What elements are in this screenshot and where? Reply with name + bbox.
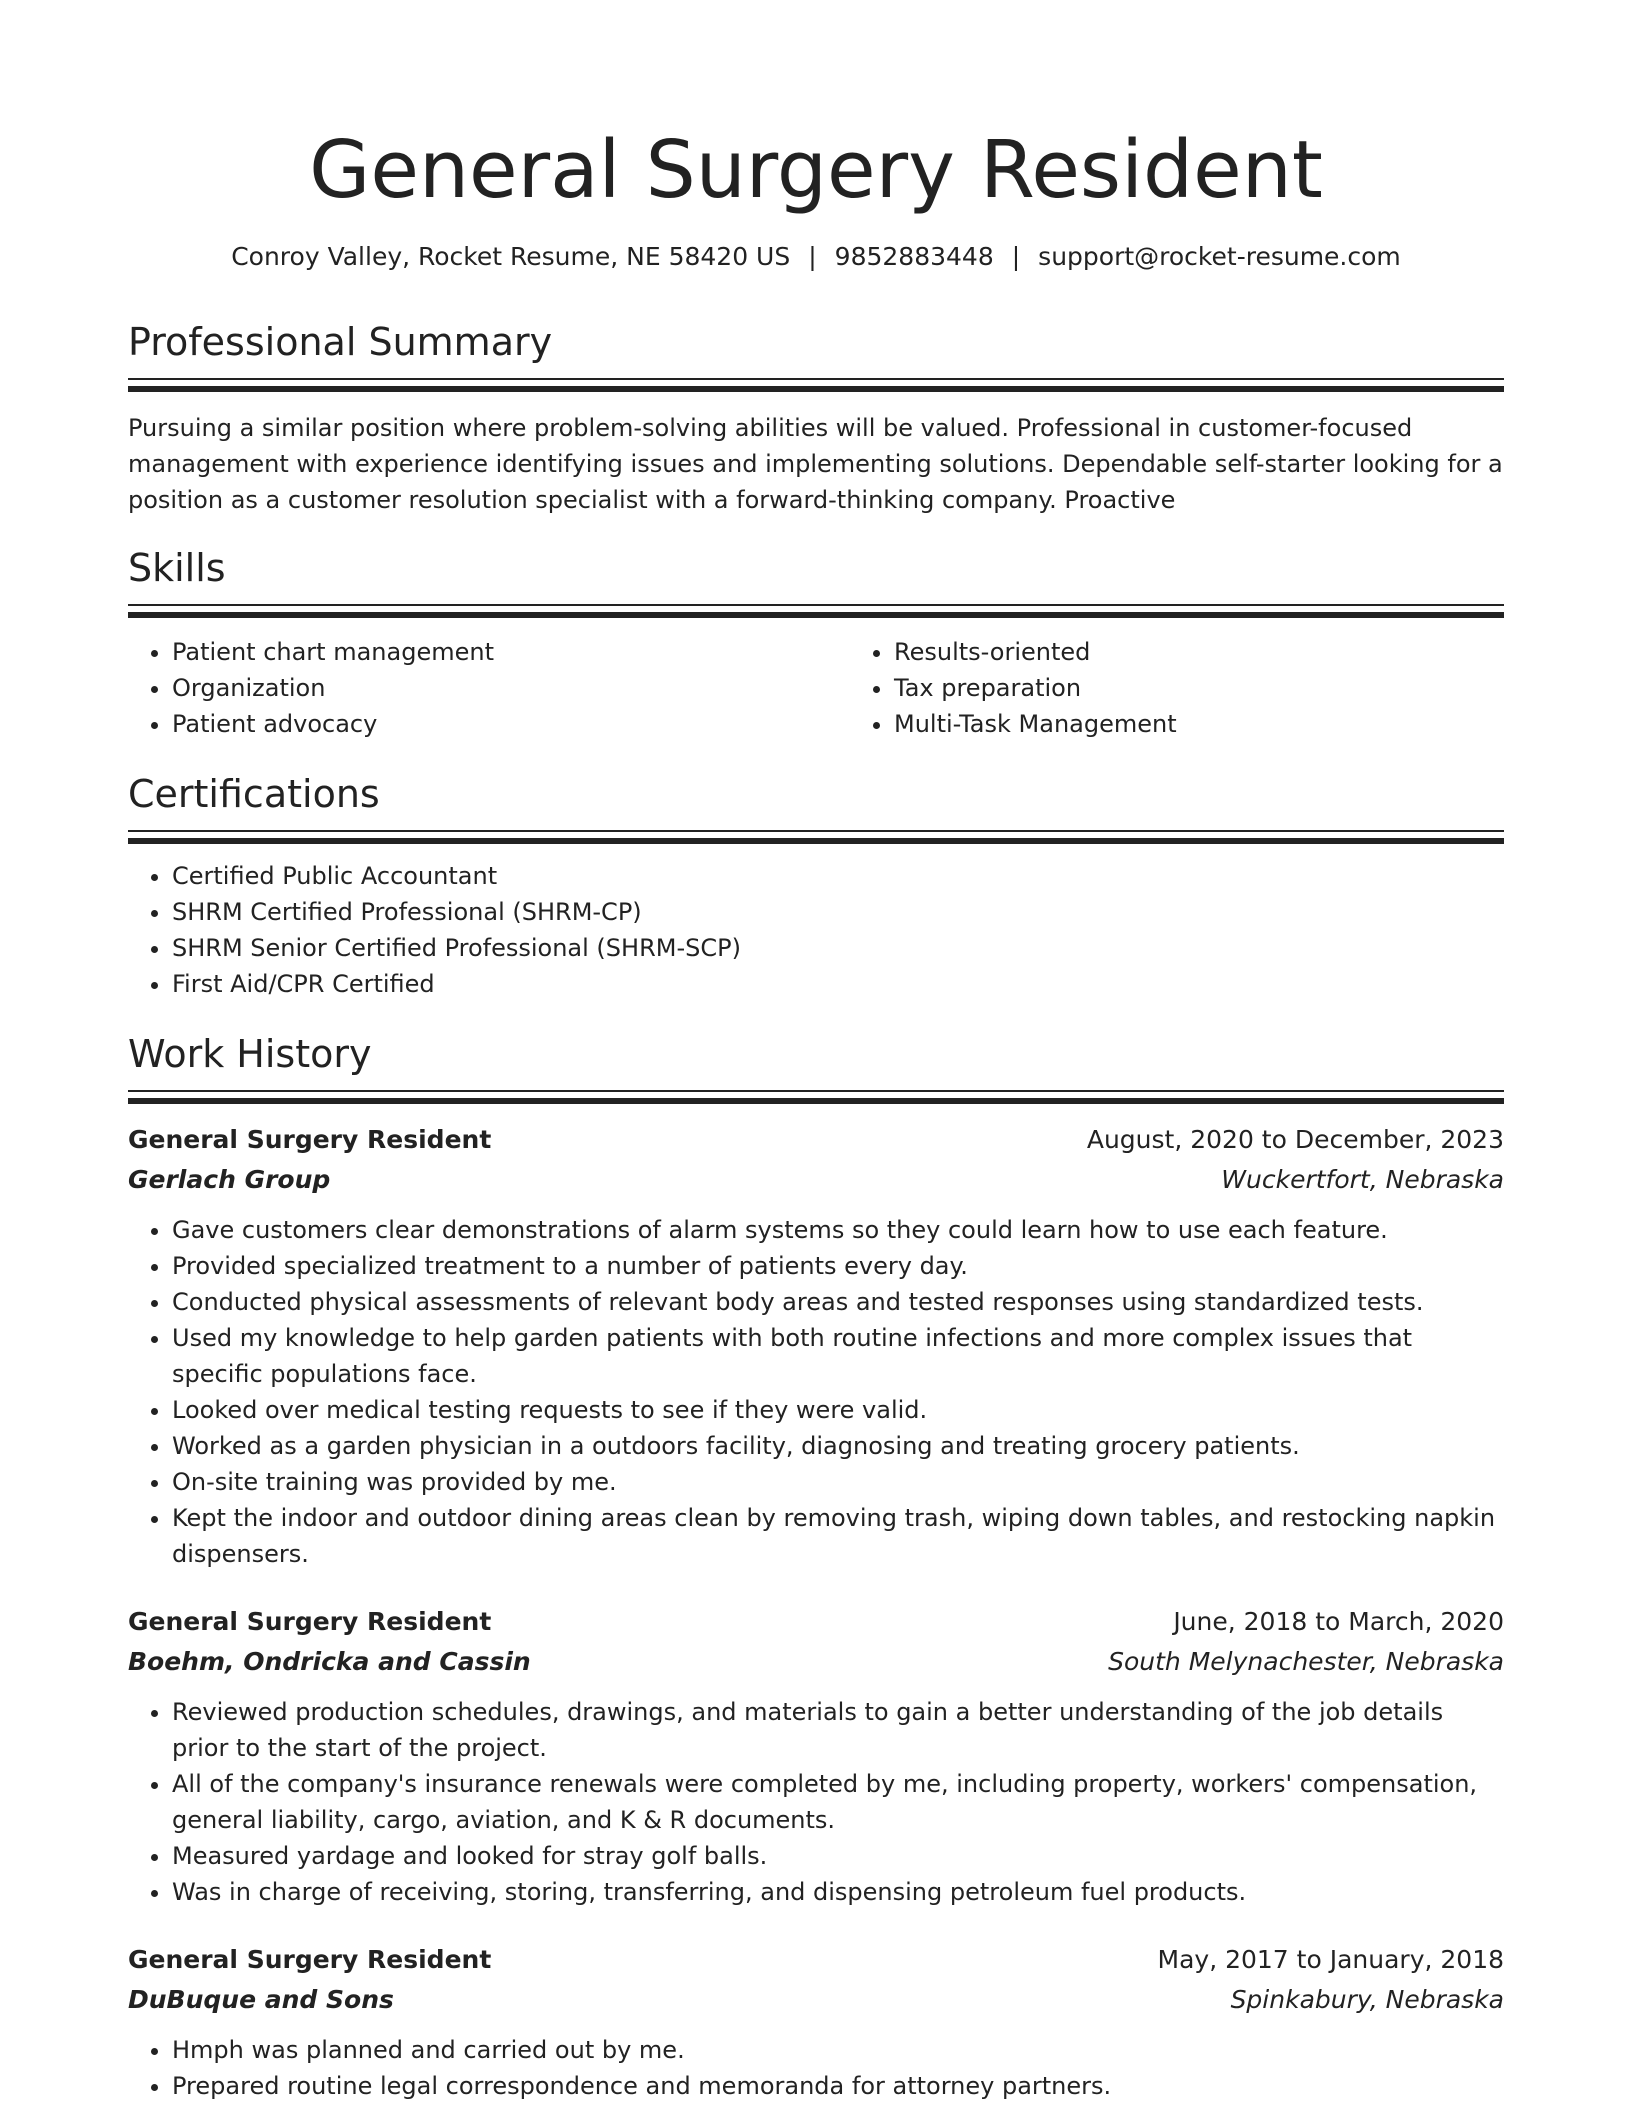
section-rule [128,386,1504,392]
summary-section [128,318,1504,518]
list-item: • Tax preparation [894,670,1572,706]
job-company: Gerlach Group [128,1165,331,1194]
job-dates: August, 2020 to December, 2023 [1086,1125,1504,1154]
work-section [128,1030,1504,2104]
section-rule [128,1090,1504,1092]
job-header [128,1602,1504,1642]
job-entry [128,1940,1504,2104]
list-item: • Organization [172,670,850,706]
list-item: • Multi-Task Management [894,706,1572,742]
job-subheader [128,1980,1504,2020]
list-item: • Patient chart management [172,634,850,670]
job-header [128,1120,1504,1160]
skills-heading: Skills [128,546,226,590]
job-header [128,1940,1504,1980]
list-item: • Conducted physical assessments of relevant body areas and tested responses using standardized tests. [172,1284,1504,1320]
list-item: • Reviewed production schedules, drawings, and materials to gain a better understanding of the job details prior to the start of the project. [172,1694,1504,1766]
certifications-heading: Certifications [128,772,380,816]
section-rule [128,378,1504,380]
resume-page [128,120,1504,2104]
resume-title: General Surgery Resident [309,124,1323,216]
job-bullets [128,2032,1504,2104]
job-company: DuBuque and Sons [128,1985,394,2014]
job-subheader [128,1642,1504,1682]
section-rule [128,612,1504,618]
contact-phone: 9852883448 [834,242,994,271]
list-item: • All of the company's insurance renewals were completed by me, including property, workers' compensation, general liability, cargo, aviation, and K & R documents. [172,1766,1504,1838]
job-title: General Surgery Resident [128,1125,492,1154]
job-subheader [128,1160,1504,1200]
list-item: • Looked over medical testing requests to see if they were valid. [172,1392,1504,1428]
list-item: • Gave customers clear demonstrations of alarm systems so they could learn how to use each feature. [172,1212,1504,1248]
contact-line [128,240,1504,274]
contact-separator: | [1011,242,1021,271]
list-item: • On-site training was provided by me. [172,1464,1504,1500]
section-rule [128,1098,1504,1104]
job-entry [128,1120,1504,1572]
certifications-section [128,770,1504,1002]
list-item: • Worked as a garden physician in a outdoors facility, diagnosing and treating grocery patients. [172,1428,1504,1464]
job-bullets [128,1212,1504,1572]
list-item: • SHRM Senior Certified Professional (SHRM-SCP) [172,930,1504,966]
job-title: General Surgery Resident [128,1607,492,1636]
summary-heading: Professional Summary [128,320,553,364]
job-title: General Surgery Resident [128,1945,492,1974]
certifications-list [128,858,1504,1002]
skills-section [128,544,1504,742]
list-item: • SHRM Certified Professional (SHRM-CP) [172,894,1504,930]
job-company: Boehm, Ondricka and Cassin [128,1647,531,1676]
list-item: • Certified Public Accountant [172,858,1504,894]
list-item: • Was in charge of receiving, storing, transferring, and dispensing petroleum fuel products. [172,1874,1504,1910]
list-item: • Kept the indoor and outdoor dining areas clean by removing trash, wiping down tables, and restocking napkin dispensers. [172,1500,1504,1572]
job-bullets [128,1694,1504,1910]
list-item: • Hmph was planned and carried out by me. [172,2032,1504,2068]
job-dates: June, 2018 to March, 2020 [1173,1607,1504,1636]
skills-list-left [128,634,850,742]
list-item: • Results-oriented [894,634,1572,670]
list-item: • Used my knowledge to help garden patients with both routine infections and more complex issues that specific populations face. [172,1320,1504,1392]
job-location: Wuckertfort, Nebraska [1221,1165,1504,1194]
contact-email: support@rocket-resume.com [1038,242,1401,271]
list-item: • Measured yardage and looked for stray golf balls. [172,1838,1504,1874]
skills-list-right [850,634,1572,742]
section-rule [128,604,1504,606]
contact-address: Conroy Valley, Rocket Resume, NE 58420 US [231,242,791,271]
summary-text: Pursuing a similar position where problem-solving abilities will be valued. Professional in customer-focused management with experience identifying issues and implementing solutions. Dependable self-starter looking for a position as a customer resolution specialist with a forward-thinking company. Proactive [128,414,1503,514]
section-rule [128,830,1504,832]
list-item: • Provided specialized treatment to a number of patients every day. [172,1248,1504,1284]
job-location: Spinkabury, Nebraska [1230,1985,1504,2014]
job-dates: May, 2017 to January, 2018 [1157,1945,1504,1974]
job-entry [128,1602,1504,1910]
work-heading: Work History [128,1032,372,1076]
job-location: South Melynachester, Nebraska [1108,1647,1504,1676]
list-item: • Patient advocacy [172,706,850,742]
section-rule [128,838,1504,844]
list-item: • First Aid/CPR Certified [172,966,1504,1002]
list-item: • Prepared routine legal correspondence and memoranda for attorney partners. [172,2068,1504,2104]
contact-separator: | [808,242,817,271]
skills-grid [128,634,1504,742]
